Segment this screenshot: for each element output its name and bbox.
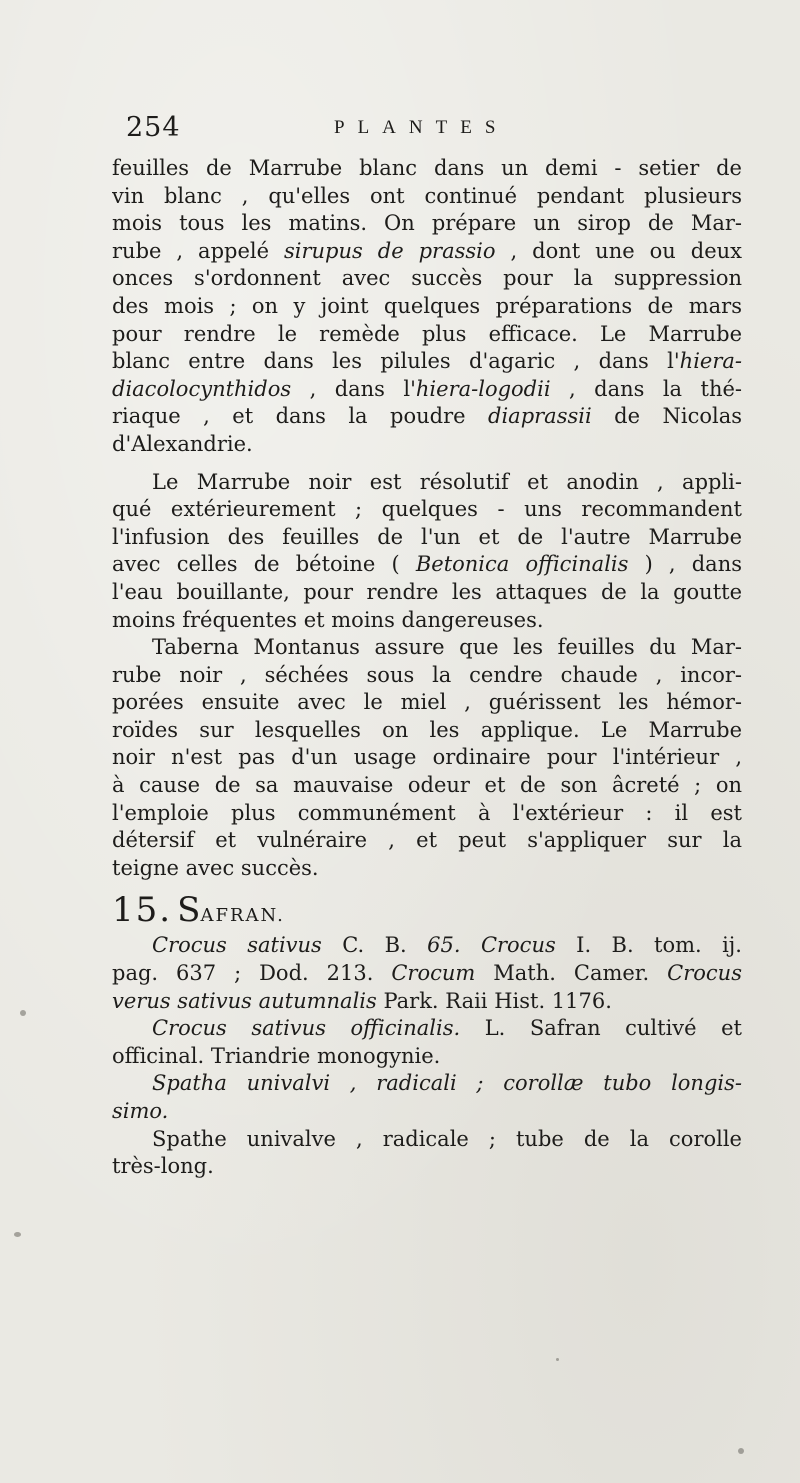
section-heading	[112, 888, 742, 932]
text-line: verus sativus autumnalis Park. Raii Hist. 1176.	[112, 988, 612, 1013]
page-header	[126, 112, 546, 152]
text-line: roïdes sur lesquelles on les applique. Le Marrube	[112, 717, 742, 742]
text-line: Crocus sativus officinalis. L. Safran cultivé et	[152, 1016, 742, 1041]
paragraph-marrube-noir	[112, 469, 742, 635]
text-line: détersif et vulnéraire , et peut s'appliquer sur la	[112, 828, 742, 853]
french-description	[112, 1126, 742, 1181]
text-line: vin blanc , qu'elles ont continué pendant plusieurs	[112, 183, 742, 208]
text-line: simo.	[112, 1099, 169, 1123]
text-line: moins fréquentes et moins dangereuses.	[112, 607, 544, 632]
section-name-rest: AFRAN.	[200, 905, 285, 927]
paper-speck	[14, 1232, 21, 1237]
synonyms-block	[112, 932, 742, 1015]
text-line: riaque , et dans la poudre diaprassii de Nicolas	[112, 404, 742, 429]
section-name	[177, 890, 285, 930]
body-text	[112, 155, 742, 1181]
text-line: rube noir , séchées sous la cendre chaude , incor-	[112, 662, 742, 687]
text-line: à cause de sa mauvaise odeur et de son âcreté ; on	[112, 773, 742, 798]
text-line: pour rendre le remède plus efficace. Le Marrube	[112, 321, 742, 346]
section-initial: S	[177, 890, 201, 931]
paper-speck	[20, 1010, 26, 1016]
text-line: d'Alexandrie.	[112, 431, 253, 456]
paper-speck	[556, 1358, 559, 1361]
paper-speck	[738, 1448, 744, 1454]
text-line: très-long.	[112, 1154, 214, 1179]
text-line: porées ensuite avec le miel , guérissent les hémor-	[112, 690, 742, 715]
paragraph-marrube-blanc	[112, 155, 742, 459]
text-line: feuilles de Marrube blanc dans un demi - setier de	[112, 156, 742, 180]
linnaean-name-block	[112, 1015, 742, 1070]
text-line: Spatha univalvi , radicali ; corollæ tubo longis-	[152, 1071, 742, 1096]
text-line: des mois ; on y joint quelques préparations de mars	[112, 293, 742, 318]
text-line: Spathe univalve , radicale ; tube de la corolle	[152, 1126, 742, 1151]
running-title: PLANTES	[334, 117, 509, 138]
text-line: officinal. Triandrie monogynie.	[112, 1043, 441, 1068]
text-line: blanc entre dans les pilules d'agaric , dans l'hiera-	[112, 349, 742, 374]
text-line: Taberna Montanus assure que les feuilles du Mar-	[152, 635, 742, 660]
text-line: avec celles de bétoine ( Betonica officinalis ) , dans	[112, 552, 742, 577]
text-line: l'eau bouillante, pour rendre les attaques de la goutte	[112, 579, 742, 604]
text-line: rube , appelé sirupus de prassio , dont une ou deux	[112, 238, 742, 263]
text-line: mois tous les matins. On prépare un sirop de Mar-	[112, 211, 742, 236]
text-line: Crocus sativus C. B. 65. Crocus I. B. tom. ij.	[152, 933, 742, 958]
section-number: 15.	[112, 890, 173, 931]
paragraph-taberna-montanus	[112, 634, 742, 882]
text-line: noir n'est pas d'un usage ordinaire pour l'intérieur ,	[112, 745, 742, 770]
page-number: 254	[126, 112, 181, 143]
text-line: onces s'ordonnent avec succès pour la suppression	[112, 266, 742, 291]
text-line: Le Marrube noir est résolutif et anodin , appli-	[152, 469, 742, 494]
text-line: l'infusion des feuilles de l'un et de l'autre Marrube	[112, 524, 742, 549]
text-line: diacolocynthidos , dans l'hiera-logodii , dans la thé-	[112, 376, 742, 401]
text-line: l'emploie plus communément à l'extérieur : il est	[112, 800, 742, 825]
text-line: qué extérieurement ; quelques - uns recommandent	[112, 497, 742, 522]
text-line: teigne avec succès.	[112, 855, 319, 880]
latin-description	[112, 1070, 742, 1125]
text-line: pag. 637 ; Dod. 213. Crocum Math. Camer. Crocus	[112, 961, 742, 986]
